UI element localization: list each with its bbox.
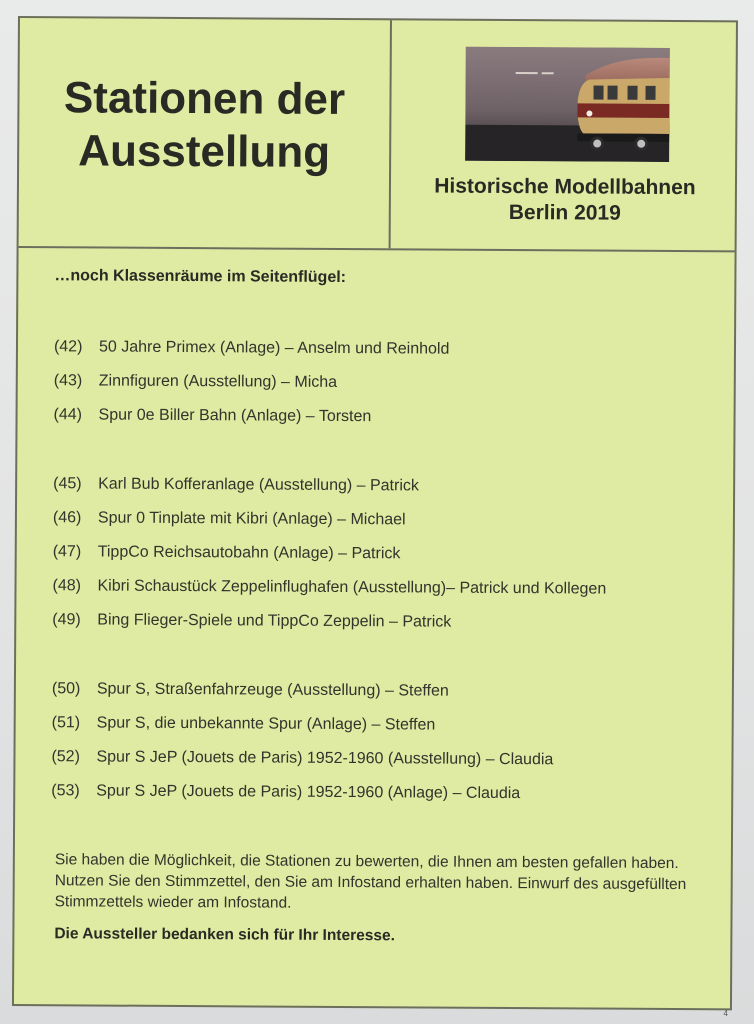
station-entry [53,406,607,443]
subtitle-line-1: Historische Modellbahnen [434,174,696,200]
station-number: (44) [53,406,83,424]
station-entry [51,748,605,785]
station-description: Spur S JeP (Jouets de Paris) 1952-1960 (Anlage) – Claudia [96,782,521,803]
model-train-photo [465,47,670,162]
train-image [465,47,670,162]
station-description: Kibri Schaustück Zeppelinflughafen (Ausstellung)– Patrick und Kollegen [97,577,607,598]
station-number: (53) [51,782,80,800]
station-description: Spur 0 Tinplate mit Kibri (Anlage) – Michael [97,509,406,529]
station-description: Spur S, die unbekannte Spur (Anlage) – Steffen [96,714,436,734]
station-description: Spur 0e Biller Bahn (Anlage) – Torsten [98,406,372,426]
station-list [51,338,608,819]
station-entry [52,714,606,751]
station-number: (52) [51,748,80,766]
station-description: Spur S JeP (Jouets de Paris) 1952-1960 (Ausstellung) – Claudia [96,748,554,769]
station-number: (48) [52,577,82,595]
station-description: Bing Flieger-Spiele und TippCo Zeppelin – Patrick [97,611,452,631]
station-entry [53,509,607,546]
subtitle-line-2: Berlin 2019 [508,201,621,225]
station-description: Zinnfiguren (Ausstellung) – Micha [98,372,338,391]
section-heading: …noch Klassenräume im Seitenflügel: [54,267,347,287]
station-entry [51,782,605,819]
station-entry [53,475,607,512]
station-number: (42) [53,338,83,356]
thanks-note: Die Aussteller bedanken sich für Ihr Interesse. [54,925,395,945]
station-number: (50) [51,680,81,698]
station-description: TippCo Reichsautobahn (Anlage) – Patrick [97,543,401,563]
station-number: (47) [52,543,82,561]
station-entry [52,611,606,648]
station-entry [52,680,606,717]
station-entry [53,543,607,580]
station-number: (46) [52,509,82,527]
title-line-1: Stationen der [63,73,346,124]
group-spacer [52,645,606,683]
poster-header [19,18,736,252]
station-number: (51) [51,714,81,732]
poster-title [19,72,390,180]
group-spacer [53,440,607,478]
station-number: (49) [52,611,81,629]
station-description: 50 Jahre Primex (Anlage) – Anselm und Reinhold [98,338,450,358]
title-line-2: Ausstellung [78,126,331,177]
station-description: Karl Bub Kofferanlage (Ausstellung) – Patrick [98,475,419,495]
station-entry [54,372,608,409]
exhibition-poster [12,16,738,1010]
station-number: (45) [53,475,82,493]
station-description: Spur S, Straßenfahrzeuge (Ausstellung) – Steffen [96,680,449,700]
voting-notice: Sie haben die Möglichkeit, die Stationen zu bewerten, die Ihnen am besten gefallen haben. Nutzen Sie den Stimmzettel, den Sie am Infostand erhalten haben. Einwurf des ausgefüllten Stimmzettels wieder am Infostand. [54,851,687,912]
poster-subtitle [391,173,739,228]
page-number: 4 [723,1009,728,1018]
station-number: (43) [53,372,83,390]
station-entry [52,577,606,614]
station-entry [54,338,608,375]
